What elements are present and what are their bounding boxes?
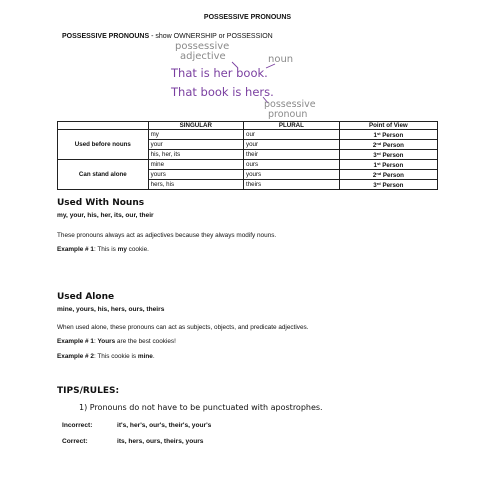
cell-plural: your [244,140,340,150]
example-pre: : This cookie is [93,353,138,360]
cell-singular: yours [148,170,243,180]
pov-word: Person [380,132,404,140]
cell-singular: my [148,130,243,140]
pov-word: Person [381,172,404,180]
label-possessive-adjective-line2: adjective [180,51,226,62]
cell-plural: ours [244,160,340,170]
cell-pov [339,150,437,160]
example-post: cookie. [126,246,149,253]
correct-label: Correct: [62,438,88,445]
cell-pov [339,140,437,150]
pov-num: 1 [373,162,377,170]
label-noun: noun [268,54,294,65]
table-header-row [58,122,438,130]
heading-tips-rules: TIPS/RULES: [57,386,120,396]
example-bold: my [117,246,127,253]
cell-pov [339,180,437,190]
example-post: . [152,353,155,360]
alone-example-1 [57,338,176,345]
intro-rest: - show OWNERSHIP or POSSESSION [149,33,273,40]
group-label: Used before nouns [58,130,149,160]
pov-sup: nd [376,171,382,177]
cell-pov [339,130,437,140]
pov-num: 2 [372,142,377,150]
example-label: Example # 1 [57,338,94,345]
cell-plural: our [244,130,340,140]
pov-sup: nd [376,141,382,147]
example-pre: : This is [93,246,118,253]
pov-word: Person [381,142,404,150]
example-label: Example # 1 [57,246,94,253]
diagram-arrows [0,0,495,130]
cell-singular: hers, his [148,180,243,190]
example-post: are the best cookies! [115,338,176,345]
pov-sup: st [376,131,381,137]
table-row [58,130,438,140]
header-blank [58,122,149,130]
cell-pov [339,170,437,180]
nouns-description: These pronouns always act as adjectives because they always modify nouns. [57,232,277,239]
cell-pov [339,160,437,170]
header-point-of-view: Point of View [339,122,437,130]
heading-used-alone: Used Alone [57,292,115,302]
cell-plural: theirs [244,180,340,190]
pov-num: 2 [372,172,377,180]
pov-num: 3 [373,152,377,160]
header-singular: SINGULAR [148,122,243,130]
pov-sup: rd [376,181,381,187]
pov-word: Person [380,152,404,160]
example-bold: mine [137,353,153,360]
example-pre: : [93,338,98,345]
incorrect-label: Incorrect: [62,422,93,429]
cell-plural: yours [244,170,340,180]
nouns-list: my, your, his, her, its, our, their [57,212,154,219]
intro-bold: POSSESSIVE PRONOUNS [62,33,150,40]
pov-word: Person [380,182,404,190]
table-row [58,160,438,170]
pov-sup: st [376,161,381,167]
correct-text: its, hers, ours, theirs, yours [117,438,204,445]
sentence-2: That book is hers. [171,85,274,99]
alone-list: mine, yours, his, hers, ours, theirs [57,306,165,313]
pov-num: 1 [373,132,377,140]
incorrect-text: it's, her's, our's, their's, your's [117,422,212,429]
rule-1: 1) Pronouns do not have to be punctuated with apostrophes. [79,403,323,412]
cell-plural: their [244,150,340,160]
alone-example-2 [57,353,155,360]
cell-singular: his, her, its [148,150,243,160]
alone-description: When used alone, these pronouns can act as subjects, objects, and predicate adjectives. [57,324,309,331]
header-plural: PLURAL [244,122,340,130]
label-possessive-adjective-line1: possessive [175,41,230,52]
group-label: Can stand alone [58,160,149,190]
page-title: POSSESSIVE PRONOUNS [203,14,292,21]
cell-singular: your [148,140,243,150]
cell-singular: mine [148,160,243,170]
example-label: Example # 2 [57,353,94,360]
label-possessive-pronoun-line1: possessive [264,99,316,110]
heading-used-with-nouns: Used With Nouns [57,198,145,208]
pov-num: 3 [373,182,377,190]
pov-sup: rd [376,151,381,157]
pronoun-table [57,121,438,190]
label-possessive-pronoun-line2: pronoun [268,108,308,120]
nouns-example-1 [57,246,149,253]
pov-word: Person [380,162,404,170]
sentence-1: That is her book. [171,66,268,80]
example-bold: Yours [97,338,116,345]
label-possessive-pronoun [264,100,316,119]
